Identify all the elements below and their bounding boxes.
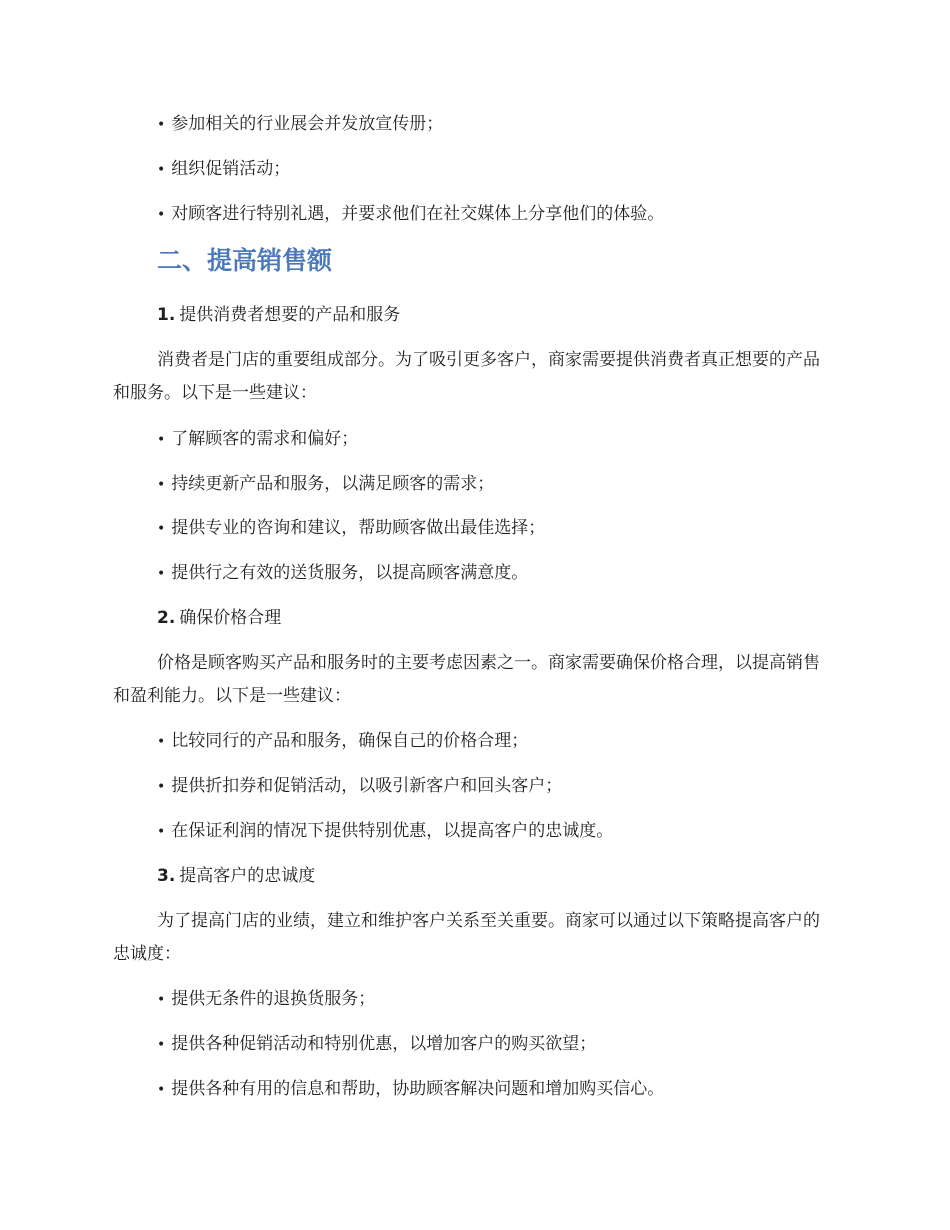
- subsection-number: 2.: [157, 608, 176, 628]
- bullet-dot-icon: •: [157, 477, 166, 493]
- bullet-item: [157, 516, 545, 541]
- section-heading: 二、提高销售额: [157, 246, 333, 275]
- paragraph: 为了提高门店的业绩，建立和维护客户关系至关重要。商家可以通过以下策略提高客户的忠诚度：: [113, 911, 820, 964]
- subsection-heading: [157, 303, 400, 327]
- bullet-text: 提供行之有效的送货服务，以提高顾客满意度。: [171, 563, 529, 583]
- bullet-text: 比较同行的产品和服务，确保自己的价格合理；: [171, 731, 529, 751]
- bullet-item: [157, 112, 443, 137]
- bullet-dot-icon: •: [157, 992, 166, 1008]
- bullet-dot-icon: •: [157, 521, 166, 537]
- bullet-text: 提供专业的咨询和建议，帮助顾客做出最佳选择；: [171, 518, 546, 538]
- bullet-item: [157, 1077, 664, 1102]
- bullet-text: 组织促销活动；: [171, 159, 291, 179]
- bullet-dot-icon: •: [157, 779, 166, 795]
- bullet-dot-icon: •: [157, 162, 166, 178]
- bullet-text: 提供折扣券和促销活动，以吸引新客户和回头客户；: [171, 776, 563, 796]
- bullet-text: 在保证利润的情况下提供特别优惠，以提高客户的忠诚度。: [171, 821, 614, 841]
- bullet-dot-icon: •: [157, 824, 166, 840]
- bullet-dot-icon: •: [157, 207, 166, 223]
- bullet-item: [157, 987, 375, 1012]
- bullet-item: [157, 561, 528, 586]
- bullet-item: [157, 202, 664, 227]
- bullet-text: 持续更新产品和服务，以满足顾客的需求；: [171, 474, 495, 494]
- subsection-number: 1.: [157, 305, 176, 325]
- bullet-text: 提供各种促销活动和特别优惠，以增加客户的购买欲望；: [171, 1034, 597, 1054]
- subsection-heading: [157, 606, 281, 630]
- bullet-dot-icon: •: [157, 734, 166, 750]
- bullet-item: [157, 157, 290, 182]
- bullet-item: [157, 427, 358, 452]
- bullet-text: 提供无条件的退换货服务；: [171, 989, 376, 1009]
- subsection-title: 确保价格合理: [179, 608, 282, 628]
- bullet-item: [157, 774, 562, 799]
- bullet-text: 参加相关的行业展会并发放宣传册；: [171, 114, 444, 134]
- subsection-title: 提供消费者想要的产品和服务: [179, 305, 401, 325]
- subsection-number: 3.: [157, 866, 176, 886]
- bullet-item: [157, 819, 613, 844]
- paragraph: 消费者是门店的重要组成部分。为了吸引更多客户，商家需要提供消费者真正想要的产品和服务。以下是一些建议：: [113, 350, 820, 403]
- bullet-dot-icon: •: [157, 566, 166, 582]
- subsection-title: 提高客户的忠诚度: [179, 866, 316, 886]
- bullet-dot-icon: •: [157, 1082, 166, 1098]
- bullet-dot-icon: •: [157, 432, 166, 448]
- bullet-text: 了解顾客的需求和偏好；: [171, 429, 359, 449]
- bullet-item: [157, 729, 528, 754]
- bullet-item: [157, 472, 494, 497]
- bullet-item: [157, 1032, 596, 1057]
- bullet-dot-icon: •: [157, 1037, 166, 1053]
- subsection-heading: [157, 864, 315, 888]
- paragraph: 价格是顾客购买产品和服务时的主要考虑因素之一。商家需要确保价格合理，以提高销售和盈利能力。以下是一些建议：: [113, 653, 820, 706]
- bullet-text: 提供各种有用的信息和帮助，协助顾客解决问题和增加购买信心。: [171, 1079, 665, 1099]
- bullet-dot-icon: •: [157, 117, 166, 133]
- bullet-text: 对顾客进行特别礼遇，并要求他们在社交媒体上分享他们的体验。: [171, 204, 665, 224]
